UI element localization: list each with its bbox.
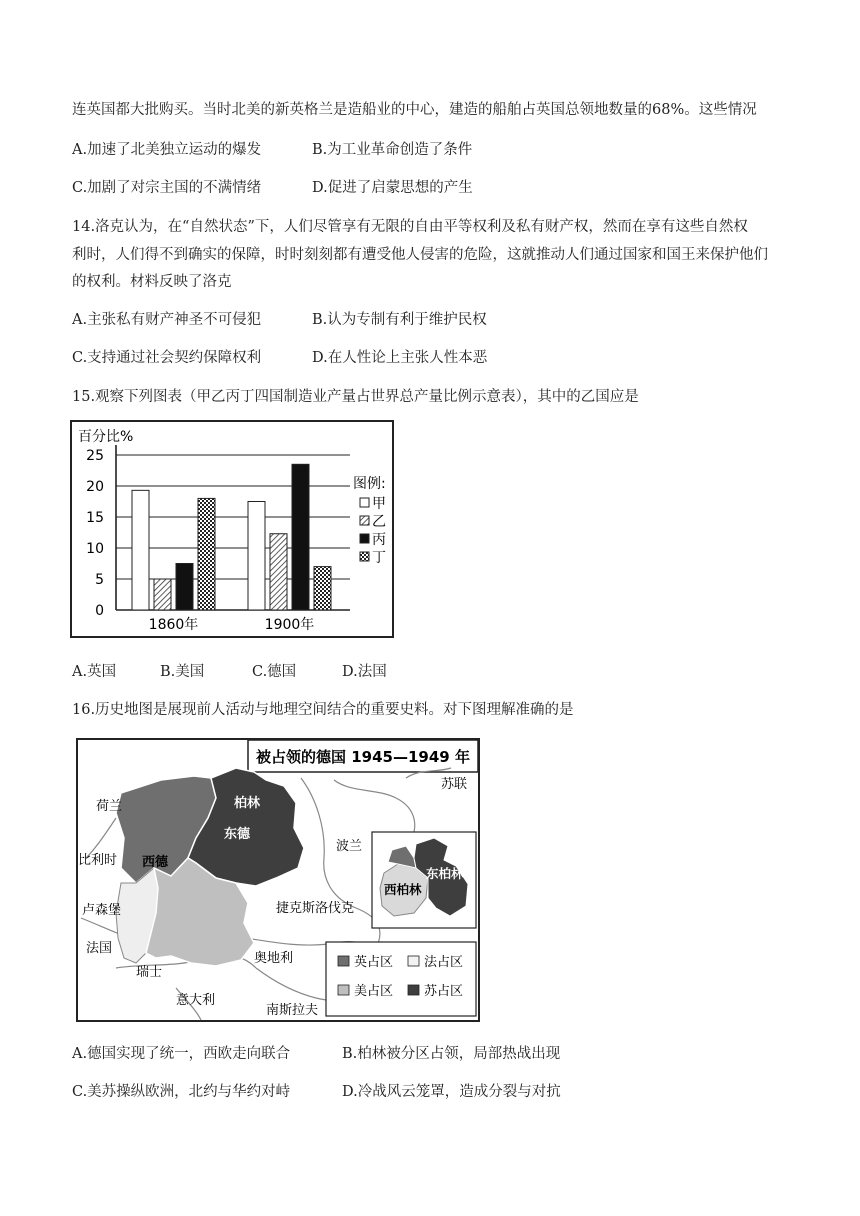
legend-label-乙: 乙 — [372, 514, 386, 530]
label-belgium: 比利时 — [78, 853, 118, 868]
label-west-berlin: 西柏林 — [384, 882, 422, 897]
y-tick-label: 10 — [86, 541, 104, 557]
q14-stem-line-3: 的权利。材料反映了洛克 — [72, 274, 232, 290]
bar-甲-1900年 — [248, 502, 265, 611]
y-tick-label: 15 — [86, 510, 104, 526]
manufacturing-share-chart — [70, 420, 394, 638]
y-tick-label: 20 — [86, 479, 104, 495]
q15-stem: 15.观察下列图表（甲乙丙丁四国制造业产量占世界总产量比例示意表），其中的乙国应是 — [72, 389, 639, 405]
y-tick-label: 5 — [95, 572, 104, 588]
q16-option-a[interactable]: A.德国实现了统一，西欧走向联合 — [72, 1046, 291, 1062]
occupied-germany-map — [76, 738, 480, 1022]
q14-option-d[interactable]: D.在人性论上主张人性本恶 — [312, 350, 488, 366]
label-switzerland: 瑞士 — [136, 965, 163, 980]
legend-swatch-丁 — [360, 552, 369, 561]
bar-丁-1860年 — [198, 498, 215, 610]
q13-option-d[interactable]: D.促进了启蒙思想的产生 — [312, 180, 473, 196]
legend-label-british: 英占区 — [354, 955, 394, 970]
y-tick-label: 25 — [86, 448, 104, 464]
y-tick-label: 0 — [95, 603, 104, 619]
q14-option-b[interactable]: B.认为专制有利于维护民权 — [312, 312, 487, 328]
q16-option-c[interactable]: C.美苏操纵欧洲，北约与华约对峙 — [72, 1084, 291, 1100]
legend-label-soviet: 苏占区 — [424, 984, 464, 999]
bar-乙-1900年 — [270, 534, 287, 610]
legend-swatch-丙 — [360, 534, 369, 543]
bar-丙-1860年 — [176, 564, 193, 611]
x-tick-label: 1860年 — [148, 617, 199, 633]
legend-swatch-soviet — [408, 985, 419, 995]
q15-option-a[interactable]: A.英国 — [72, 664, 117, 680]
bar-丁-1900年 — [314, 567, 331, 610]
bar-甲-1860年 — [132, 490, 149, 610]
chart-ylabel: 百分比% — [78, 429, 134, 445]
q14-option-c[interactable]: C.支持通过社会契约保障权利 — [72, 350, 262, 366]
legend-swatch-french — [408, 956, 419, 966]
label-france: 法国 — [86, 941, 113, 956]
legend-swatch-american — [338, 985, 349, 995]
map-legend-box — [326, 942, 476, 1016]
legend-swatch-british — [338, 956, 349, 966]
legend-swatch-乙 — [360, 516, 369, 525]
legend-label-丙: 丙 — [372, 532, 386, 548]
q13-stem-line: 连英国都大批购买。当时北美的新英格兰是造船业的中心，建造的船舶占英国总领地数量的68%。这些情况 — [72, 102, 757, 118]
x-tick-label: 1900年 — [264, 617, 315, 633]
legend-label-丁: 丁 — [372, 550, 386, 566]
q13-option-b[interactable]: B.为工业革命创造了条件 — [312, 142, 473, 158]
label-netherlands: 荷兰 — [96, 799, 123, 814]
label-soviet-union: 苏联 — [440, 777, 468, 792]
label-east-germany: 东德 — [224, 827, 251, 842]
q13-option-c[interactable]: C.加剧了对宗主国的不满情绪 — [72, 180, 262, 196]
label-poland: 波兰 — [336, 839, 363, 854]
label-berlin: 柏林 — [234, 796, 261, 811]
q15-option-c[interactable]: C.德国 — [252, 664, 297, 680]
bar-丙-1900年 — [292, 464, 309, 610]
q15-option-d[interactable]: D.法国 — [342, 664, 387, 680]
label-luxembourg: 卢森堡 — [82, 903, 122, 918]
label-czechoslovakia: 捷克斯洛伐克 — [276, 901, 355, 916]
q13-option-a[interactable]: A.加速了北美独立运动的爆发 — [72, 142, 262, 158]
legend-swatch-甲 — [360, 498, 369, 507]
bar-乙-1860年 — [154, 579, 171, 610]
label-austria: 奥地利 — [254, 951, 294, 966]
legend-title: 图例: — [353, 476, 386, 492]
label-west-germany: 西德 — [142, 855, 169, 870]
q14-option-a[interactable]: A.主张私有财产神圣不可侵犯 — [72, 312, 262, 328]
q14-stem-line-2: 利时，人们得不到确实的保障，时时刻刻都有遭受他人侵害的危险，这就推动人们通过国家和国王来保护他们 — [72, 247, 768, 263]
q16-stem: 16.历史地图是展现前人活动与地理空间结合的重要史料。对下图理解准确的是 — [72, 702, 574, 718]
map-title: 被占领的德国 1945—1949 年 — [256, 748, 470, 766]
legend-label-american: 美占区 — [354, 984, 394, 999]
q16-option-d[interactable]: D.冷战风云笼罩，造成分裂与对抗 — [342, 1084, 561, 1100]
q15-option-b[interactable]: B.美国 — [160, 664, 205, 680]
q16-option-b[interactable]: B.柏林被分区占领，局部热战出现 — [342, 1046, 561, 1062]
chart-frame — [71, 421, 393, 637]
legend-label-甲: 甲 — [372, 496, 386, 512]
legend-label-french: 法占区 — [424, 955, 464, 970]
label-yugoslavia: 南斯拉夫 — [266, 1003, 319, 1018]
label-italy: 意大利 — [176, 993, 216, 1008]
q14-stem-line-1: 14.洛克认为，在“自然状态”下，人们尽管享有无限的自由平等权利及私有财产权，然而在享有这些自然权 — [72, 219, 748, 235]
label-east-berlin: 东柏林 — [426, 866, 464, 881]
